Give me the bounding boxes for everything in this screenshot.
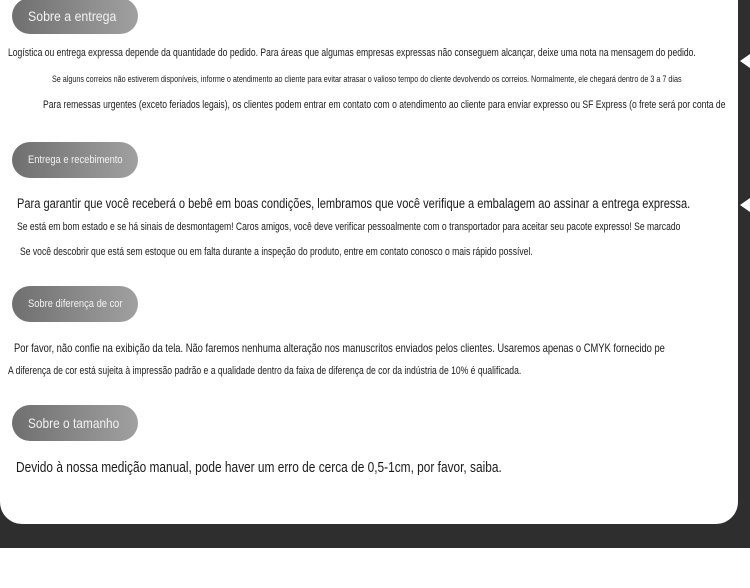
edge-notch-top	[740, 54, 750, 68]
section-heading-label: Entrega e recebimento	[28, 154, 123, 166]
receipt-text-line: Se você descobrir que está sem estoque ou em falta durante a inspeção do produto, entre em contato conosco o mais rápido possível.	[20, 246, 533, 258]
size-text-line: Devido à nossa medição manual, pode haver um erro de cerca de 0,5-1cm, por favor, saiba.	[16, 460, 502, 476]
color-text-line: Por favor, não confie na exibição da tela. Não faremos nenhuma alteração nos manuscritos enviados pelos clientes. Usaremos apenas o CMYK fornecido pe	[14, 341, 665, 355]
section-heading-label: Sobre diferença de cor	[28, 298, 123, 310]
delivery-text-line: Logística ou entrega expressa depende da quantidade do pedido. Para áreas que algumas empresas expressas não conseguem alcançar, deixe uma nota na mensagem do pedido.	[8, 47, 696, 59]
receipt-text-line: Para garantir que você receberá o bebê em boas condições, lembramos que você verifique a embalagem ao assinar a entrega expressa.	[17, 196, 691, 211]
section-heading-color	[12, 286, 138, 322]
delivery-text-line: Para remessas urgentes (exceto feriados legais), os clientes podem entrar em contato com o atendimento ao cliente para enviar expresso ou SF Express (o frete será por conta de	[43, 99, 726, 111]
section-heading-receipt	[12, 142, 138, 178]
receipt-text-line: Se está em bom estado e se há sinais de desmontagem! Caros amigos, você deve verificar pessoalmente com o transportador para aceitar seu pacote expresso! Se marcado	[17, 221, 681, 233]
edge-notch-middle	[740, 198, 750, 212]
section-heading-delivery	[12, 0, 138, 34]
section-heading-size	[12, 405, 138, 441]
section-heading-label: Sobre o tamanho	[28, 415, 120, 431]
color-text-line: A diferença de cor está sujeita à impressão padrão e a qualidade dentro da faixa de diferença de cor da indústria de 10% é qualificada.	[8, 365, 522, 377]
section-heading-label: Sobre a entrega	[28, 8, 117, 24]
delivery-text-line: Se alguns correios não estiverem disponíveis, informe o atendimento ao cliente para evitar atrasar o valioso tempo do cliente devolvendo os correios. Normalmente, ele chegará dentro de 3 a 7 dias	[52, 74, 682, 84]
